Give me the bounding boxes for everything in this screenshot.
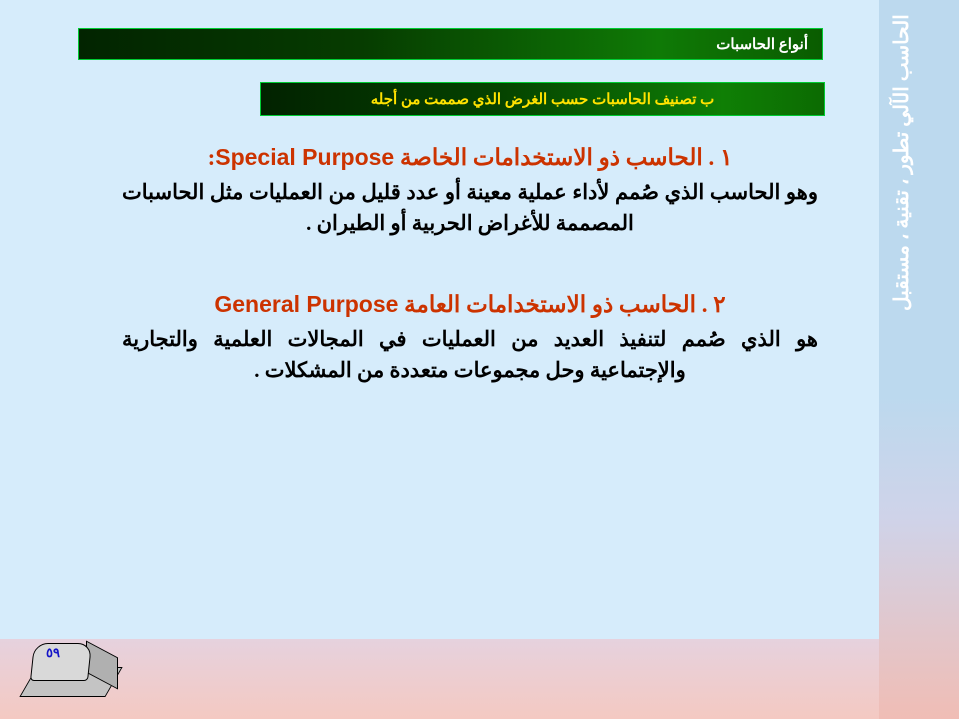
page-subtitle: ب تصنيف الحاسبات حسب الغرض الذي صممت من أجله — [370, 91, 715, 108]
item-heading-1-suffix: : — [207, 145, 216, 170]
item-heading-2-latin: General Purpose — [214, 291, 399, 317]
list-item — [100, 140, 840, 239]
page-number: ٥٩ — [46, 645, 60, 660]
item-heading-1-latin: Special Purpose — [215, 144, 395, 170]
mouse-top-shape — [30, 643, 92, 681]
item-heading-1-arabic: ١ . الحاسب ذو الاستخدامات الخاصة — [394, 145, 733, 170]
list-item — [100, 287, 840, 386]
item-heading-2 — [100, 287, 840, 322]
item-heading-2-arabic: ٢ . الحاسب ذو الاستخدامات العامة — [398, 292, 726, 317]
mouse-icon — [24, 639, 134, 701]
slide-title-bar — [78, 28, 823, 60]
item-heading-1 — [100, 140, 840, 175]
side-bar-label: الحاسب الآلي تطور ، تقنية ، مستقبل — [891, 14, 913, 311]
item-detail-2: هو الذي صُمم لتنفيذ العديد من العمليات في المجالات العلمية والتجارية والإجتماعية وحل مجموعات متعددة من المشكلات . — [122, 327, 818, 382]
side-bar — [879, 0, 959, 719]
item-detail-1: وهو الحاسب الذي صُمم لأداء عملية معينة أو عدد قليل من العمليات مثل الحاسبات المصممة للأغراض الحربية أو الطيران . — [122, 180, 818, 235]
spacer — [100, 265, 840, 287]
slide-subtitle-bar — [260, 82, 825, 116]
body-content — [100, 140, 840, 412]
page-title: أنواع الحاسبات — [716, 36, 808, 53]
